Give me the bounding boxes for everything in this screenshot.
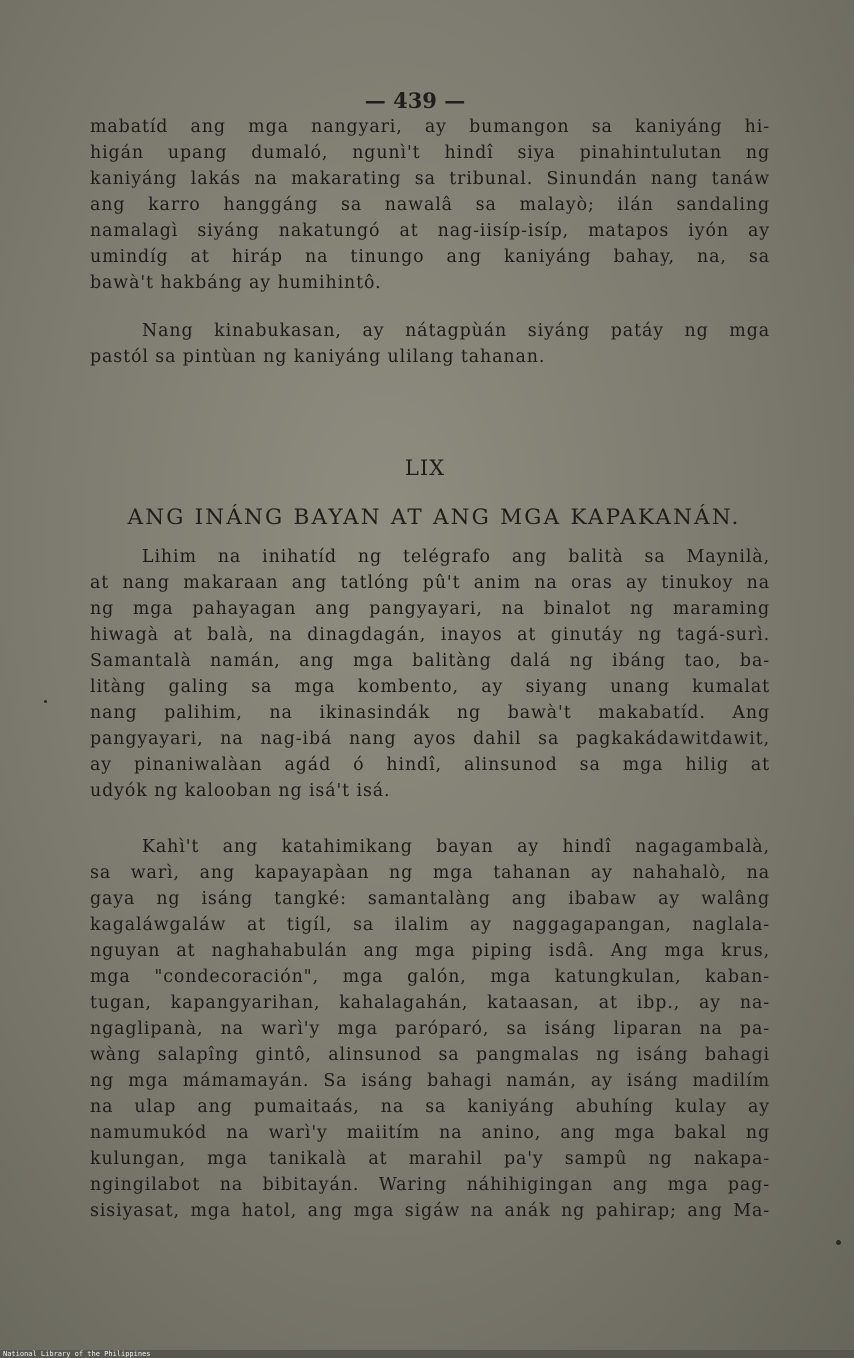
paragraph-continuation xyxy=(90,114,770,296)
text-line: namalagì siyáng nakatungó at nag-iisíp-isíp, matapos iyón ay xyxy=(90,221,770,241)
text-line: umindíg at hiráp na tinungo ang kaniyáng bahay, na, sa xyxy=(90,247,770,267)
text-line: namumukód na warì'y maiitím na anino, ang mga bakal ng xyxy=(90,1123,770,1143)
text-line: ng mga mámamayán. Sa isáng bahagi namán, ay isáng madilím xyxy=(90,1071,770,1091)
paper-speck xyxy=(836,1240,841,1245)
text-line: Lihim na inihatíd ng telégrafo ang balità sa Maynilà, xyxy=(142,547,770,567)
paragraph-ending xyxy=(90,318,770,370)
text-line: hiwagà at balà, na dinagdagán, inayos at ginutáy ng tagá-surì. xyxy=(90,625,770,645)
text-line: udyók ng kalooban ng isá't isá. xyxy=(90,781,391,801)
text-line: ngaglipanà, na warì'y mga paróparó, sa isáng liparan na pa- xyxy=(90,1019,770,1039)
text-line: ng mga pahayagan ang pangyayari, na binalot ng maraming xyxy=(90,599,770,619)
page-number: — 439 — xyxy=(364,88,466,113)
text-line: tugan, kapangyarihan, kahalagahán, kataasan, at ibp., ay na- xyxy=(90,993,770,1013)
text-line: mga "condecoración", mga galón, mga katungkulan, kaban- xyxy=(90,967,770,987)
text-line: Nang kinabukasan, ay nátagpùán siyáng patáy ng mga xyxy=(142,321,770,341)
text-line: kagaláwgaláw at tigíl, sa ilalim ay naggagapangan, naglala- xyxy=(90,915,770,935)
text-line: bawà't hakbáng ay humihintô. xyxy=(90,273,382,293)
chapter-title: ANG INÁNG BAYAN AT ANG MGA KAPAKANÁN. xyxy=(127,505,741,530)
text-line: Samantalà namán, ang mga balitàng dalá ng ibáng tao, ba- xyxy=(90,651,770,671)
text-line: ngingilabot na bibitayán. Waring náhihigingan ang mga pag- xyxy=(90,1175,770,1195)
text-line: pangyayari, na nag-ibá nang ayos dahil sa pagkakádawitdawit, xyxy=(90,729,770,749)
text-line: ay pinaniwalàan agád ó hindî, alinsunod sa mga hilig at xyxy=(90,755,770,775)
text-line: kaniyáng lakás na makarating sa tribunal. Sinundán nang tanáw xyxy=(90,169,770,189)
text-line: nguyan at naghahabulán ang mga piping isdâ. Ang mga krus, xyxy=(90,941,770,961)
text-line: mabatíd ang mga nangyari, ay bumangon sa kaniyáng hi- xyxy=(90,117,770,137)
text-line: nang palihim, na ikinasindák ng bawà't makabatíd. Ang xyxy=(90,703,770,723)
text-line: sisiyasat, mga hatol, ang mga sigáw na anák ng pahirap; ang Ma- xyxy=(90,1201,770,1221)
text-line: pastól sa pintùan ng kaniyáng ulilang tahanan. xyxy=(90,347,546,367)
chapter-paragraph-2 xyxy=(90,834,770,1224)
text-line: higán upang dumaló, ngunì't hindî siya pinahintulutan ng xyxy=(90,143,770,163)
text-line: Kahì't ang katahimikang bayan ay hindî nagagambalà, xyxy=(142,837,770,857)
text-line: at nang makaraan ang tatlóng pû't anim na oras ay tinukoy na xyxy=(90,573,770,593)
text-line: na ulap ang pumaitaás, na sa kaniyáng abuhíng kulay ay xyxy=(90,1097,770,1117)
paper-speck xyxy=(44,700,47,703)
text-line: gaya ng isáng tangké: samantalàng ang ibabaw ay walâng xyxy=(90,889,770,909)
chapter-number: LIX xyxy=(404,456,446,480)
text-line: sa warì, ang kapayapàan ng mga tahanan ay nahahalò, na xyxy=(90,863,770,883)
chapter-paragraph-1 xyxy=(90,544,770,804)
text-line: ang karro hanggáng sa nawalâ sa malayò; ilán sandaling xyxy=(90,195,770,215)
text-line: wàng salapîng gintô, alinsunod sa pangmalas ng isáng bahagi xyxy=(90,1045,770,1065)
text-line: kulungan, mga tanikalà at marahil pa'y sampû ng nakapa- xyxy=(90,1149,770,1169)
library-credit: National Library of the Philippines xyxy=(3,1350,151,1358)
text-line: litàng galing sa mga kombento, ay siyang unang kumalat xyxy=(90,677,770,697)
